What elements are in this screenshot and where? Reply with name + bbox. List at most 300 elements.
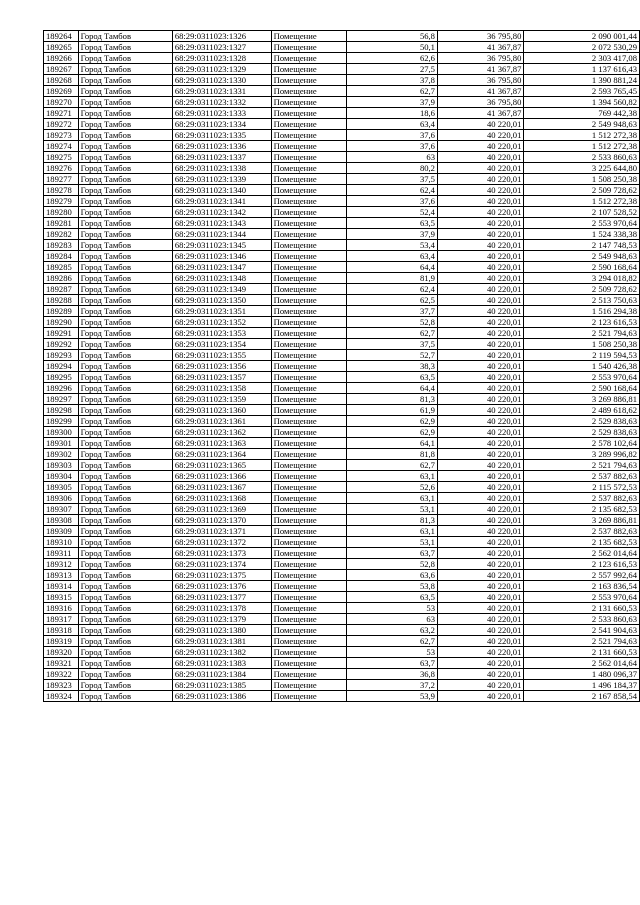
object-type-cell: Помещение <box>271 581 346 592</box>
cadastral-value-cell: 2 593 765,45 <box>524 86 640 97</box>
cadastral-value-table <box>43 30 640 702</box>
city-cell: Город Тамбов <box>78 152 172 163</box>
table-body <box>44 31 640 702</box>
cadastral-number-cell: 68:29:0311023:1332 <box>172 97 271 108</box>
specific-value-cell: 40 220,01 <box>437 460 523 471</box>
row-number-cell: 189302 <box>44 449 79 460</box>
area-cell: 37,2 <box>346 680 437 691</box>
cadastral-value-cell: 2 537 882,63 <box>524 493 640 504</box>
cadastral-number-cell: 68:29:0311023:1344 <box>172 229 271 240</box>
specific-value-cell: 40 220,01 <box>437 636 523 647</box>
object-type-cell: Помещение <box>271 31 346 42</box>
cadastral-number-cell: 68:29:0311023:1376 <box>172 581 271 592</box>
specific-value-cell: 40 220,01 <box>437 691 523 702</box>
area-cell: 62,4 <box>346 284 437 295</box>
row-number-cell: 189315 <box>44 592 79 603</box>
cadastral-number-cell: 68:29:0311023:1339 <box>172 174 271 185</box>
specific-value-cell: 40 220,01 <box>437 504 523 515</box>
table-row <box>44 416 640 427</box>
cadastral-number-cell: 68:29:0311023:1355 <box>172 350 271 361</box>
row-number-cell: 189296 <box>44 383 79 394</box>
object-type-cell: Помещение <box>271 328 346 339</box>
row-number-cell: 189270 <box>44 97 79 108</box>
row-number-cell: 189311 <box>44 548 79 559</box>
row-number-cell: 189273 <box>44 130 79 141</box>
object-type-cell: Помещение <box>271 262 346 273</box>
cadastral-value-cell: 1 137 616,43 <box>524 64 640 75</box>
city-cell: Город Тамбов <box>78 31 172 42</box>
city-cell: Город Тамбов <box>78 108 172 119</box>
table-row <box>44 262 640 273</box>
table-row <box>44 636 640 647</box>
row-number-cell: 189297 <box>44 394 79 405</box>
area-cell: 53,1 <box>346 537 437 548</box>
city-cell: Город Тамбов <box>78 262 172 273</box>
area-cell: 37,9 <box>346 229 437 240</box>
cadastral-number-cell: 68:29:0311023:1343 <box>172 218 271 229</box>
city-cell: Город Тамбов <box>78 53 172 64</box>
row-number-cell: 189317 <box>44 614 79 625</box>
table-row <box>44 625 640 636</box>
object-type-cell: Помещение <box>271 383 346 394</box>
table-row <box>44 504 640 515</box>
object-type-cell: Помещение <box>271 614 346 625</box>
table-row <box>44 515 640 526</box>
specific-value-cell: 40 220,01 <box>437 647 523 658</box>
table-row <box>44 658 640 669</box>
area-cell: 62,7 <box>346 328 437 339</box>
specific-value-cell: 40 220,01 <box>437 438 523 449</box>
table-row <box>44 405 640 416</box>
cadastral-value-cell: 2 521 794,63 <box>524 460 640 471</box>
table-row <box>44 592 640 603</box>
cadastral-number-cell: 68:29:0311023:1378 <box>172 603 271 614</box>
cadastral-value-cell: 2 163 836,54 <box>524 581 640 592</box>
object-type-cell: Помещение <box>271 240 346 251</box>
city-cell: Город Тамбов <box>78 306 172 317</box>
area-cell: 50,1 <box>346 42 437 53</box>
row-number-cell: 189269 <box>44 86 79 97</box>
cadastral-value-cell: 2 537 882,63 <box>524 526 640 537</box>
table-row <box>44 31 640 42</box>
cadastral-number-cell: 68:29:0311023:1328 <box>172 53 271 64</box>
object-type-cell: Помещение <box>271 669 346 680</box>
table-row <box>44 130 640 141</box>
specific-value-cell: 40 220,01 <box>437 493 523 504</box>
row-number-cell: 189314 <box>44 581 79 592</box>
table-row <box>44 207 640 218</box>
area-cell: 62,7 <box>346 460 437 471</box>
city-cell: Город Тамбов <box>78 174 172 185</box>
row-number-cell: 189278 <box>44 185 79 196</box>
row-number-cell: 189324 <box>44 691 79 702</box>
row-number-cell: 189307 <box>44 504 79 515</box>
city-cell: Город Тамбов <box>78 97 172 108</box>
specific-value-cell: 40 220,01 <box>437 471 523 482</box>
city-cell: Город Тамбов <box>78 493 172 504</box>
cadastral-value-cell: 1 512 272,38 <box>524 141 640 152</box>
cadastral-number-cell: 68:29:0311023:1373 <box>172 548 271 559</box>
city-cell: Город Тамбов <box>78 284 172 295</box>
cadastral-number-cell: 68:29:0311023:1383 <box>172 658 271 669</box>
cadastral-number-cell: 68:29:0311023:1381 <box>172 636 271 647</box>
row-number-cell: 189299 <box>44 416 79 427</box>
city-cell: Город Тамбов <box>78 273 172 284</box>
cadastral-value-cell: 2 107 528,52 <box>524 207 640 218</box>
object-type-cell: Помещение <box>271 548 346 559</box>
city-cell: Город Тамбов <box>78 317 172 328</box>
row-number-cell: 189294 <box>44 361 79 372</box>
object-type-cell: Помещение <box>271 405 346 416</box>
object-type-cell: Помещение <box>271 86 346 97</box>
object-type-cell: Помещение <box>271 504 346 515</box>
object-type-cell: Помещение <box>271 141 346 152</box>
cadastral-value-cell: 2 147 748,53 <box>524 240 640 251</box>
cadastral-value-cell: 2 590 168,64 <box>524 262 640 273</box>
table-row <box>44 394 640 405</box>
object-type-cell: Помещение <box>271 196 346 207</box>
cadastral-number-cell: 68:29:0311023:1364 <box>172 449 271 460</box>
city-cell: Город Тамбов <box>78 350 172 361</box>
specific-value-cell: 40 220,01 <box>437 515 523 526</box>
city-cell: Город Тамбов <box>78 526 172 537</box>
area-cell: 37,6 <box>346 130 437 141</box>
table-row <box>44 647 640 658</box>
object-type-cell: Помещение <box>271 119 346 130</box>
cadastral-value-cell: 2 303 417,08 <box>524 53 640 64</box>
cadastral-value-cell: 1 508 250,38 <box>524 174 640 185</box>
cadastral-value-cell: 2 553 970,64 <box>524 592 640 603</box>
table-row <box>44 614 640 625</box>
cadastral-value-cell: 2 072 530,29 <box>524 42 640 53</box>
area-cell: 53 <box>346 647 437 658</box>
city-cell: Город Тамбов <box>78 482 172 493</box>
cadastral-number-cell: 68:29:0311023:1348 <box>172 273 271 284</box>
table-row <box>44 196 640 207</box>
table-row <box>44 295 640 306</box>
object-type-cell: Помещение <box>271 482 346 493</box>
specific-value-cell: 41 367,87 <box>437 108 523 119</box>
table-row <box>44 163 640 174</box>
city-cell: Город Тамбов <box>78 251 172 262</box>
cadastral-value-cell: 3 294 018,82 <box>524 273 640 284</box>
table-row <box>44 97 640 108</box>
object-type-cell: Помещение <box>271 460 346 471</box>
area-cell: 63,4 <box>346 119 437 130</box>
city-cell: Город Тамбов <box>78 592 172 603</box>
specific-value-cell: 40 220,01 <box>437 614 523 625</box>
object-type-cell: Помещение <box>271 361 346 372</box>
row-number-cell: 189274 <box>44 141 79 152</box>
area-cell: 62,6 <box>346 53 437 64</box>
area-cell: 63,7 <box>346 658 437 669</box>
cadastral-number-cell: 68:29:0311023:1371 <box>172 526 271 537</box>
area-cell: 63,4 <box>346 251 437 262</box>
cadastral-number-cell: 68:29:0311023:1360 <box>172 405 271 416</box>
object-type-cell: Помещение <box>271 636 346 647</box>
cadastral-number-cell: 68:29:0311023:1369 <box>172 504 271 515</box>
row-number-cell: 189265 <box>44 42 79 53</box>
area-cell: 62,9 <box>346 416 437 427</box>
row-number-cell: 189310 <box>44 537 79 548</box>
specific-value-cell: 40 220,01 <box>437 383 523 394</box>
table-row <box>44 141 640 152</box>
specific-value-cell: 40 220,01 <box>437 372 523 383</box>
specific-value-cell: 40 220,01 <box>437 669 523 680</box>
table-row <box>44 548 640 559</box>
specific-value-cell: 40 220,01 <box>437 174 523 185</box>
cadastral-value-cell: 2 135 682,53 <box>524 504 640 515</box>
object-type-cell: Помещение <box>271 317 346 328</box>
row-number-cell: 189320 <box>44 647 79 658</box>
city-cell: Город Тамбов <box>78 328 172 339</box>
city-cell: Город Тамбов <box>78 515 172 526</box>
cadastral-value-cell: 2 578 102,64 <box>524 438 640 449</box>
city-cell: Город Тамбов <box>78 75 172 86</box>
row-number-cell: 189322 <box>44 669 79 680</box>
cadastral-value-cell: 2 557 992,64 <box>524 570 640 581</box>
table-row <box>44 581 640 592</box>
cadastral-value-cell: 2 167 858,54 <box>524 691 640 702</box>
area-cell: 36,8 <box>346 669 437 680</box>
cadastral-value-cell: 2 562 014,64 <box>524 658 640 669</box>
specific-value-cell: 36 795,80 <box>437 75 523 86</box>
cadastral-value-cell: 2 131 660,53 <box>524 647 640 658</box>
object-type-cell: Помещение <box>271 449 346 460</box>
area-cell: 37,9 <box>346 97 437 108</box>
area-cell: 63,1 <box>346 493 437 504</box>
row-number-cell: 189289 <box>44 306 79 317</box>
table-row <box>44 75 640 86</box>
cadastral-number-cell: 68:29:0311023:1372 <box>172 537 271 548</box>
city-cell: Город Тамбов <box>78 603 172 614</box>
row-number-cell: 189306 <box>44 493 79 504</box>
table-row <box>44 317 640 328</box>
specific-value-cell: 40 220,01 <box>437 295 523 306</box>
cadastral-value-cell: 1 512 272,38 <box>524 196 640 207</box>
specific-value-cell: 40 220,01 <box>437 449 523 460</box>
cadastral-value-cell: 2 090 001,44 <box>524 31 640 42</box>
city-cell: Город Тамбов <box>78 196 172 207</box>
cadastral-number-cell: 68:29:0311023:1352 <box>172 317 271 328</box>
table-row <box>44 570 640 581</box>
cadastral-value-cell: 3 269 886,81 <box>524 394 640 405</box>
table-row <box>44 383 640 394</box>
table-row <box>44 174 640 185</box>
object-type-cell: Помещение <box>271 130 346 141</box>
table-row <box>44 185 640 196</box>
city-cell: Город Тамбов <box>78 537 172 548</box>
cadastral-value-cell: 2 529 838,63 <box>524 416 640 427</box>
row-number-cell: 189292 <box>44 339 79 350</box>
cadastral-value-cell: 2 509 728,62 <box>524 185 640 196</box>
row-number-cell: 189276 <box>44 163 79 174</box>
table-row <box>44 438 640 449</box>
city-cell: Город Тамбов <box>78 229 172 240</box>
area-cell: 63 <box>346 152 437 163</box>
cadastral-value-cell: 2 123 616,53 <box>524 559 640 570</box>
area-cell: 52,8 <box>346 559 437 570</box>
table-row <box>44 86 640 97</box>
specific-value-cell: 40 220,01 <box>437 625 523 636</box>
area-cell: 53 <box>346 603 437 614</box>
row-number-cell: 189275 <box>44 152 79 163</box>
specific-value-cell: 40 220,01 <box>437 317 523 328</box>
city-cell: Город Тамбов <box>78 86 172 97</box>
area-cell: 63,7 <box>346 548 437 559</box>
cadastral-value-cell: 2 549 948,63 <box>524 251 640 262</box>
cadastral-value-cell: 3 289 996,82 <box>524 449 640 460</box>
cadastral-number-cell: 68:29:0311023:1366 <box>172 471 271 482</box>
area-cell: 62,4 <box>346 185 437 196</box>
city-cell: Город Тамбов <box>78 570 172 581</box>
area-cell: 81,3 <box>346 515 437 526</box>
area-cell: 63,6 <box>346 570 437 581</box>
city-cell: Город Тамбов <box>78 185 172 196</box>
specific-value-cell: 41 367,87 <box>437 64 523 75</box>
area-cell: 63,5 <box>346 592 437 603</box>
table-row <box>44 427 640 438</box>
specific-value-cell: 40 220,01 <box>437 218 523 229</box>
row-number-cell: 189313 <box>44 570 79 581</box>
cadastral-value-cell: 1 524 338,38 <box>524 229 640 240</box>
city-cell: Город Тамбов <box>78 383 172 394</box>
specific-value-cell: 40 220,01 <box>437 262 523 273</box>
cadastral-value-cell: 2 529 838,63 <box>524 427 640 438</box>
row-number-cell: 189312 <box>44 559 79 570</box>
cadastral-value-cell: 2 135 682,53 <box>524 537 640 548</box>
area-cell: 63,5 <box>346 372 437 383</box>
cadastral-number-cell: 68:29:0311023:1330 <box>172 75 271 86</box>
specific-value-cell: 40 220,01 <box>437 240 523 251</box>
area-cell: 18,6 <box>346 108 437 119</box>
cadastral-value-cell: 769 442,38 <box>524 108 640 119</box>
cadastral-number-cell: 68:29:0311023:1361 <box>172 416 271 427</box>
row-number-cell: 189308 <box>44 515 79 526</box>
cadastral-value-cell: 2 562 014,64 <box>524 548 640 559</box>
object-type-cell: Помещение <box>271 416 346 427</box>
table-row <box>44 152 640 163</box>
specific-value-cell: 40 220,01 <box>437 163 523 174</box>
table-row <box>44 350 640 361</box>
row-number-cell: 189295 <box>44 372 79 383</box>
city-cell: Город Тамбов <box>78 636 172 647</box>
row-number-cell: 189284 <box>44 251 79 262</box>
area-cell: 37,8 <box>346 75 437 86</box>
object-type-cell: Помещение <box>271 592 346 603</box>
area-cell: 52,7 <box>346 350 437 361</box>
table-row <box>44 537 640 548</box>
row-number-cell: 189282 <box>44 229 79 240</box>
specific-value-cell: 40 220,01 <box>437 482 523 493</box>
table-row <box>44 559 640 570</box>
cadastral-value-cell: 2 533 860,63 <box>524 614 640 625</box>
table-row <box>44 471 640 482</box>
row-number-cell: 189323 <box>44 680 79 691</box>
object-type-cell: Помещение <box>271 295 346 306</box>
area-cell: 37,5 <box>346 339 437 350</box>
cadastral-number-cell: 68:29:0311023:1374 <box>172 559 271 570</box>
city-cell: Город Тамбов <box>78 42 172 53</box>
cadastral-number-cell: 68:29:0311023:1375 <box>172 570 271 581</box>
cadastral-value-cell: 1 394 560,82 <box>524 97 640 108</box>
cadastral-number-cell: 68:29:0311023:1382 <box>172 647 271 658</box>
specific-value-cell: 40 220,01 <box>437 273 523 284</box>
specific-value-cell: 40 220,01 <box>437 130 523 141</box>
city-cell: Город Тамбов <box>78 438 172 449</box>
cadastral-number-cell: 68:29:0311023:1350 <box>172 295 271 306</box>
object-type-cell: Помещение <box>271 273 346 284</box>
cadastral-value-cell: 2 590 168,64 <box>524 383 640 394</box>
object-type-cell: Помещение <box>271 185 346 196</box>
row-number-cell: 189267 <box>44 64 79 75</box>
row-number-cell: 189305 <box>44 482 79 493</box>
object-type-cell: Помещение <box>271 97 346 108</box>
table-row <box>44 449 640 460</box>
object-type-cell: Помещение <box>271 471 346 482</box>
object-type-cell: Помещение <box>271 42 346 53</box>
table-row <box>44 669 640 680</box>
table-row <box>44 328 640 339</box>
area-cell: 63,1 <box>346 471 437 482</box>
cadastral-value-cell: 2 489 618,62 <box>524 405 640 416</box>
specific-value-cell: 40 220,01 <box>437 306 523 317</box>
table-row <box>44 218 640 229</box>
area-cell: 53,1 <box>346 504 437 515</box>
specific-value-cell: 41 367,87 <box>437 86 523 97</box>
table-row <box>44 372 640 383</box>
specific-value-cell: 40 220,01 <box>437 229 523 240</box>
cadastral-value-cell: 1 480 096,37 <box>524 669 640 680</box>
specific-value-cell: 40 220,01 <box>437 207 523 218</box>
table-row <box>44 64 640 75</box>
row-number-cell: 189290 <box>44 317 79 328</box>
table-row <box>44 229 640 240</box>
row-number-cell: 189293 <box>44 350 79 361</box>
city-cell: Город Тамбов <box>78 64 172 75</box>
city-cell: Город Тамбов <box>78 548 172 559</box>
cadastral-value-cell: 2 533 860,63 <box>524 152 640 163</box>
cadastral-value-cell: 2 131 660,53 <box>524 603 640 614</box>
object-type-cell: Помещение <box>271 174 346 185</box>
city-cell: Город Тамбов <box>78 680 172 691</box>
area-cell: 52,4 <box>346 207 437 218</box>
specific-value-cell: 40 220,01 <box>437 185 523 196</box>
cadastral-number-cell: 68:29:0311023:1379 <box>172 614 271 625</box>
area-cell: 62,5 <box>346 295 437 306</box>
specific-value-cell: 40 220,01 <box>437 339 523 350</box>
object-type-cell: Помещение <box>271 647 346 658</box>
cadastral-number-cell: 68:29:0311023:1386 <box>172 691 271 702</box>
area-cell: 81,9 <box>346 273 437 284</box>
city-cell: Город Тамбов <box>78 471 172 482</box>
area-cell: 61,9 <box>346 405 437 416</box>
cadastral-number-cell: 68:29:0311023:1338 <box>172 163 271 174</box>
cadastral-value-cell: 2 119 594,53 <box>524 350 640 361</box>
city-cell: Город Тамбов <box>78 669 172 680</box>
cadastral-value-cell: 1 540 426,38 <box>524 361 640 372</box>
city-cell: Город Тамбов <box>78 339 172 350</box>
table-row <box>44 460 640 471</box>
cadastral-number-cell: 68:29:0311023:1384 <box>172 669 271 680</box>
object-type-cell: Помещение <box>271 570 346 581</box>
area-cell: 53,8 <box>346 581 437 592</box>
area-cell: 64,1 <box>346 438 437 449</box>
city-cell: Город Тамбов <box>78 372 172 383</box>
specific-value-cell: 36 795,80 <box>437 53 523 64</box>
city-cell: Город Тамбов <box>78 449 172 460</box>
row-number-cell: 189287 <box>44 284 79 295</box>
